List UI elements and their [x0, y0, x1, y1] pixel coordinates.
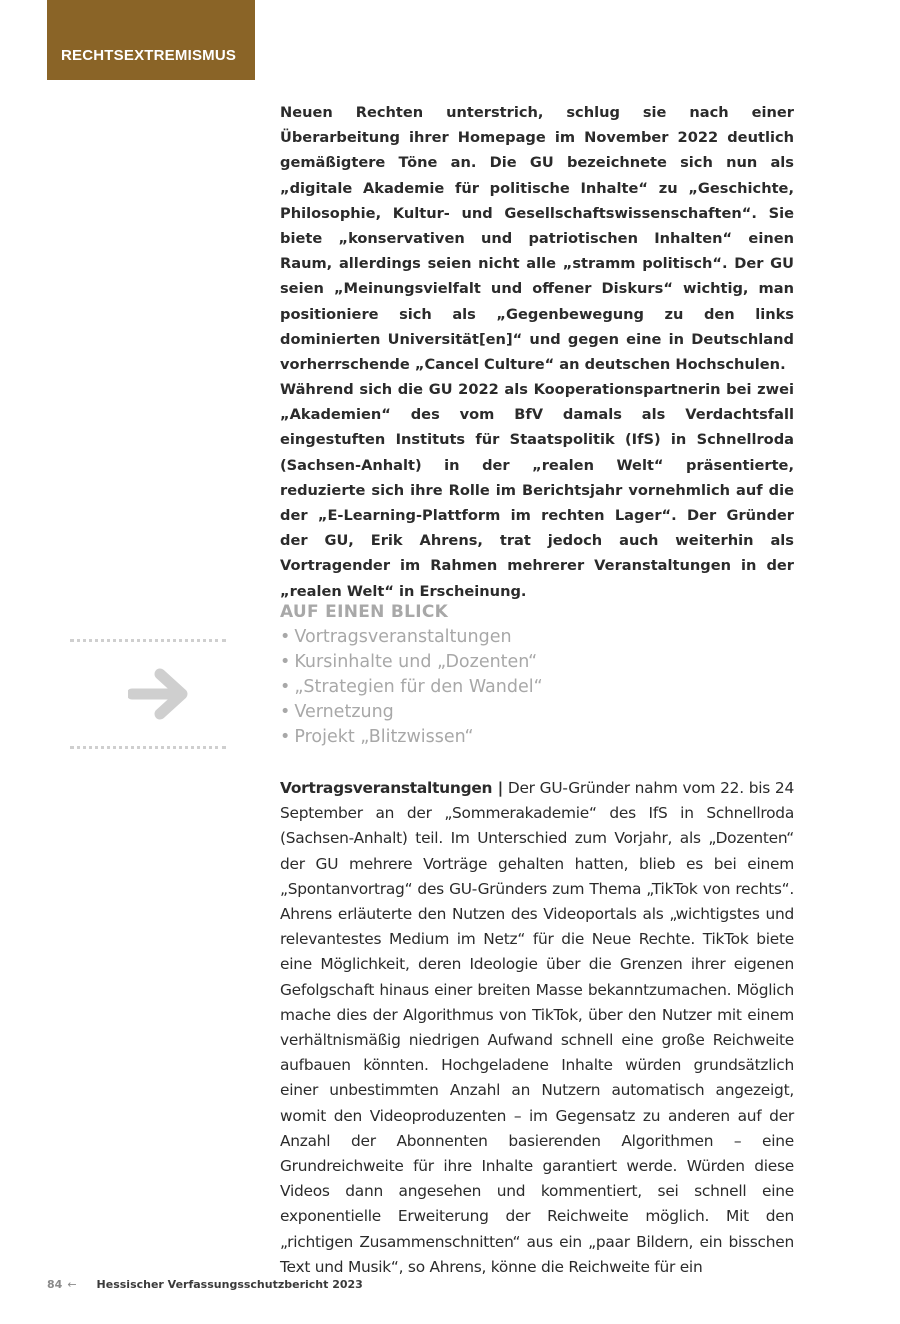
bullet-icon: •	[280, 627, 291, 647]
bullet-icon: •	[280, 677, 291, 697]
list-item: • Vernetzung	[280, 702, 394, 722]
list-item: • Vortragsveranstaltungen	[280, 627, 512, 647]
body-paragraph	[280, 776, 794, 1280]
section-label: RECHTSEXTREMISMUS	[61, 47, 237, 64]
publication-title: Hessischer Verfassungsschutzbericht 2023	[96, 1278, 363, 1291]
intro-paragraph-2: Während sich die GU 2022 als Kooperationspartnerin bei zwei „Akademien“ des vom BfV damals als Verdachtsfall eingestuften Instituts für Staatspolitik (IfS) in Schnellroda (Sachsen-Anhalt) in der „realen Welt“ präsentierte, reduzierte sich ihre Rolle im Berichtsjahr vornehmlich auf die der „E-Learning-Plattform im rechten Lager“. Der Gründer der GU, Erik Ahrens, trat jedoch auch weiterhin als Vortragender im Rahmen mehrerer Veranstaltungen in der „realen Welt“ in Erscheinung.	[280, 381, 794, 600]
paragraph-lead: Vortragsveranstaltungen |	[280, 779, 503, 797]
arrow-left-icon[interactable]: ←	[67, 1278, 77, 1291]
arrow-right-icon	[128, 668, 192, 724]
bullet-icon: •	[280, 702, 291, 722]
paragraph-text: Der GU-Gründer nahm vom 22. bis 24 September an der „Sommerakademie“ des IfS in Schnellroda (Sachsen-Anhalt) teil. Im Unterschied zum Vorjahr, als „Dozenten“ der GU mehrere Vorträge gehalten hatten, blieb es bei einem „Spontanvortrag“ des GU-Gründers zum Thema „TikTok von rechts“. Ahrens erläuterte den Nutzen des Videoportals als „wichtigstes und relevantestes Medium im Netz“ für die Neue Rechte. TikTok biete eine Möglichkeit, deren Ideologie über die Grenzen ihrer eigenen Gefolgschaft hinaus einer breiten Masse bekanntzumachen. Möglich mache dies der Algorithmus von TikTok, über den Nutzer mit einem verhältnismäßig niedrigen Aufwand schnell eine große Reichweite aufbauen könnten. Hochgeladene Inhalte würden grundsätzlich einer unbestimmten Anzahl an Nutzern automatisch angezeigt, womit den Videoproduzenten – im Gegensatz zu anderen auf der Anzahl der Abonnenten basierenden Algorithmen – eine Grundreichweite für ihre Inhalte garantiert werde. Würden diese Videos dann angesehen und kommentiert, sei schnell eine exponentielle Erweiterung der Reichweite möglich. Mit den „richtigen Zusammenschnitten“ aus ein „paar Bildern, ein bisschen Text und Musik“, so Ahrens, könne die Reichweite für ein	[280, 779, 794, 1276]
page-footer	[47, 1278, 363, 1291]
list-item: • Projekt „Blitzwissen“	[280, 727, 474, 747]
bullet-icon: •	[280, 727, 291, 747]
at-a-glance-list	[280, 625, 794, 750]
dotted-divider-bottom	[70, 746, 226, 749]
list-item: • Kursinhalte und „Dozenten“	[280, 652, 538, 672]
at-a-glance-box	[280, 600, 794, 750]
page-number: 84	[47, 1278, 63, 1291]
bullet-icon: •	[280, 652, 291, 672]
section-tab	[47, 0, 255, 80]
at-a-glance-heading: AUF EINEN BLICK	[280, 602, 449, 622]
dotted-divider-top	[70, 639, 226, 642]
list-item: • „Strategien für den Wandel“	[280, 677, 543, 697]
intro-paragraph-1: Neuen Rechten unterstrich, schlug sie nach einer Überarbeitung ihrer Homepage im November 2022 deutlich gemäßigtere Töne an. Die GU bezeichnete sich nun als „digitale Akademie für politische Inhalte“ zu „Geschichte, Philosophie, Kultur- und Gesellschaftswissenschaften“. Sie biete „konservativen und patriotischen Inhalten“ einen Raum, allerdings seien nicht alle „stramm politisch“. Der GU seien „Meinungsvielfalt und offener Diskurs“ wichtig, man positioniere sich als „Gegenbewegung zu den links dominierten Universität[en]“ und gegen eine in Deutschland vorherrschende „Cancel Culture“ an deutschen Hochschulen.	[280, 104, 794, 374]
